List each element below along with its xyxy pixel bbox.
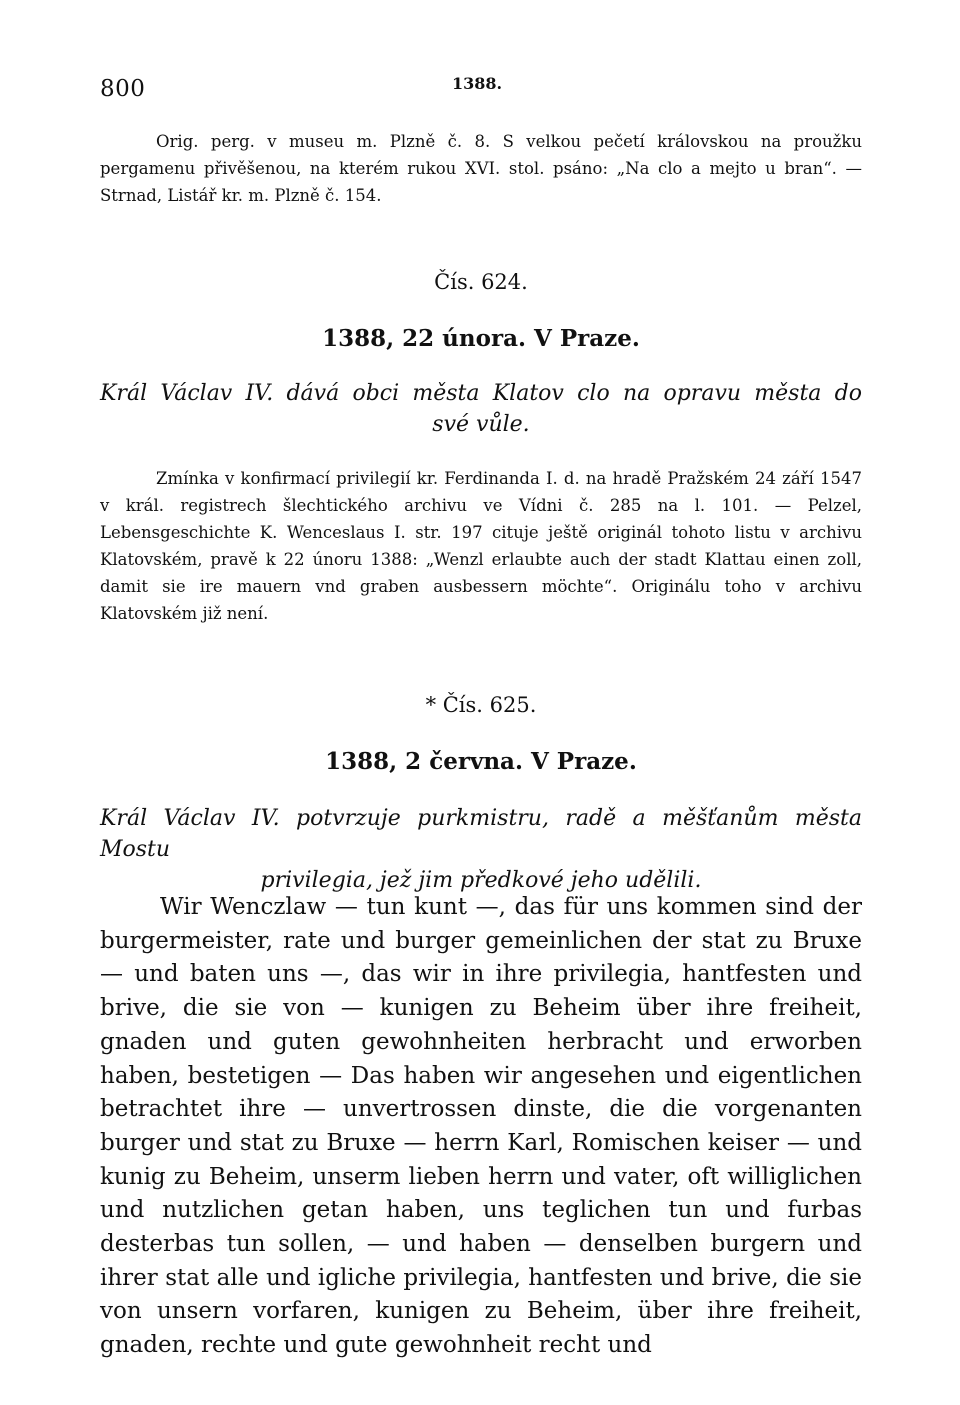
source-note-text: Orig. perg. v museu m. Plzně č. 8. S velkou pečetí královskou na proužku pergamenu přivěšenou, na kterém rukou XVI. stol. psáno: „Na clo a mejto u bran“. — Strnad, Listář kr. m. Plzně č. 154.: [100, 132, 862, 205]
body-paragraph: Wir Wenczlaw — tun kunt —, das für uns kommen sind der burgermeister, rate und burger gemeinlichen der stat zu Bruxe — und baten uns —, das wir in ihre privilegia, hantfesten und brive, die sie von — kunigen zu Beheim über ihre freiheit, gnaden und guten gewohnheiten herbracht und erworben haben, bestetigen — Das haben wir angesehen und eigentlichen betrachtet ihre — unvertrossen dinste, die die vorgenanten burger und stat zu Bruxe — herrn Karl, Romischen keiser — und kunig zu Beheim, unserm lieben herrn und vater, oft williglichen und nutzlichen getan haben, uns teglichen tun und furbas desterbas tun sollen, — und haben — denselben burgern und ihrer stat alle und igliche privilegia, hantfesten und brive, die sie von unsern vorfaren, kunigen zu Beheim, über ihre freiheit, gnaden, rechte und gute gewohnheit recht und: [100, 894, 862, 1359]
document-date-624: 1388, 22 února. V Praze.: [322, 325, 640, 352]
summary-line: Král Václav IV. dává obci města Klatov clo na opravu města do: [100, 381, 862, 406]
page-number: 800: [100, 76, 146, 102]
document-summary-625: [100, 803, 862, 896]
document-number-625: * Čís. 625.: [425, 693, 537, 717]
running-header-year: 1388.: [452, 74, 503, 93]
document-date-625: 1388, 2 června. V Praze.: [325, 748, 637, 775]
document-body-625: [100, 891, 862, 1363]
source-note-text: Zmínka v konfirmací privilegií kr. Ferdinanda I. d. na hradě Pražském 24 září 1547 v král. registrech šlechtického archivu ve Vídni č. 285 na l. 101. — Pelzel, Lebensgeschichte K. Wenceslaus I. str. 197 cituje ještě originál tohoto listu v archivu Klatovském, pravě k 22 únoru 1388: „Wenzl erlaubte auch der stadt Klattau einen zoll, damit sie ire mauern vnd graben ausbessern möchte“. Originálu toho v archivu Klatovském již není.: [100, 469, 862, 623]
summary-line: privilegia, jež jim předkové jeho udělili.: [260, 868, 702, 893]
source-note-623: [100, 128, 862, 209]
summary-line: své vůle.: [432, 412, 530, 437]
source-note-624: [100, 465, 862, 627]
summary-line: Král Václav IV. potvrzuje purkmistru, radě a měšťanům města Mostu: [100, 806, 862, 862]
document-summary-624: [100, 378, 862, 440]
document-number-624: Čís. 624.: [434, 270, 528, 294]
